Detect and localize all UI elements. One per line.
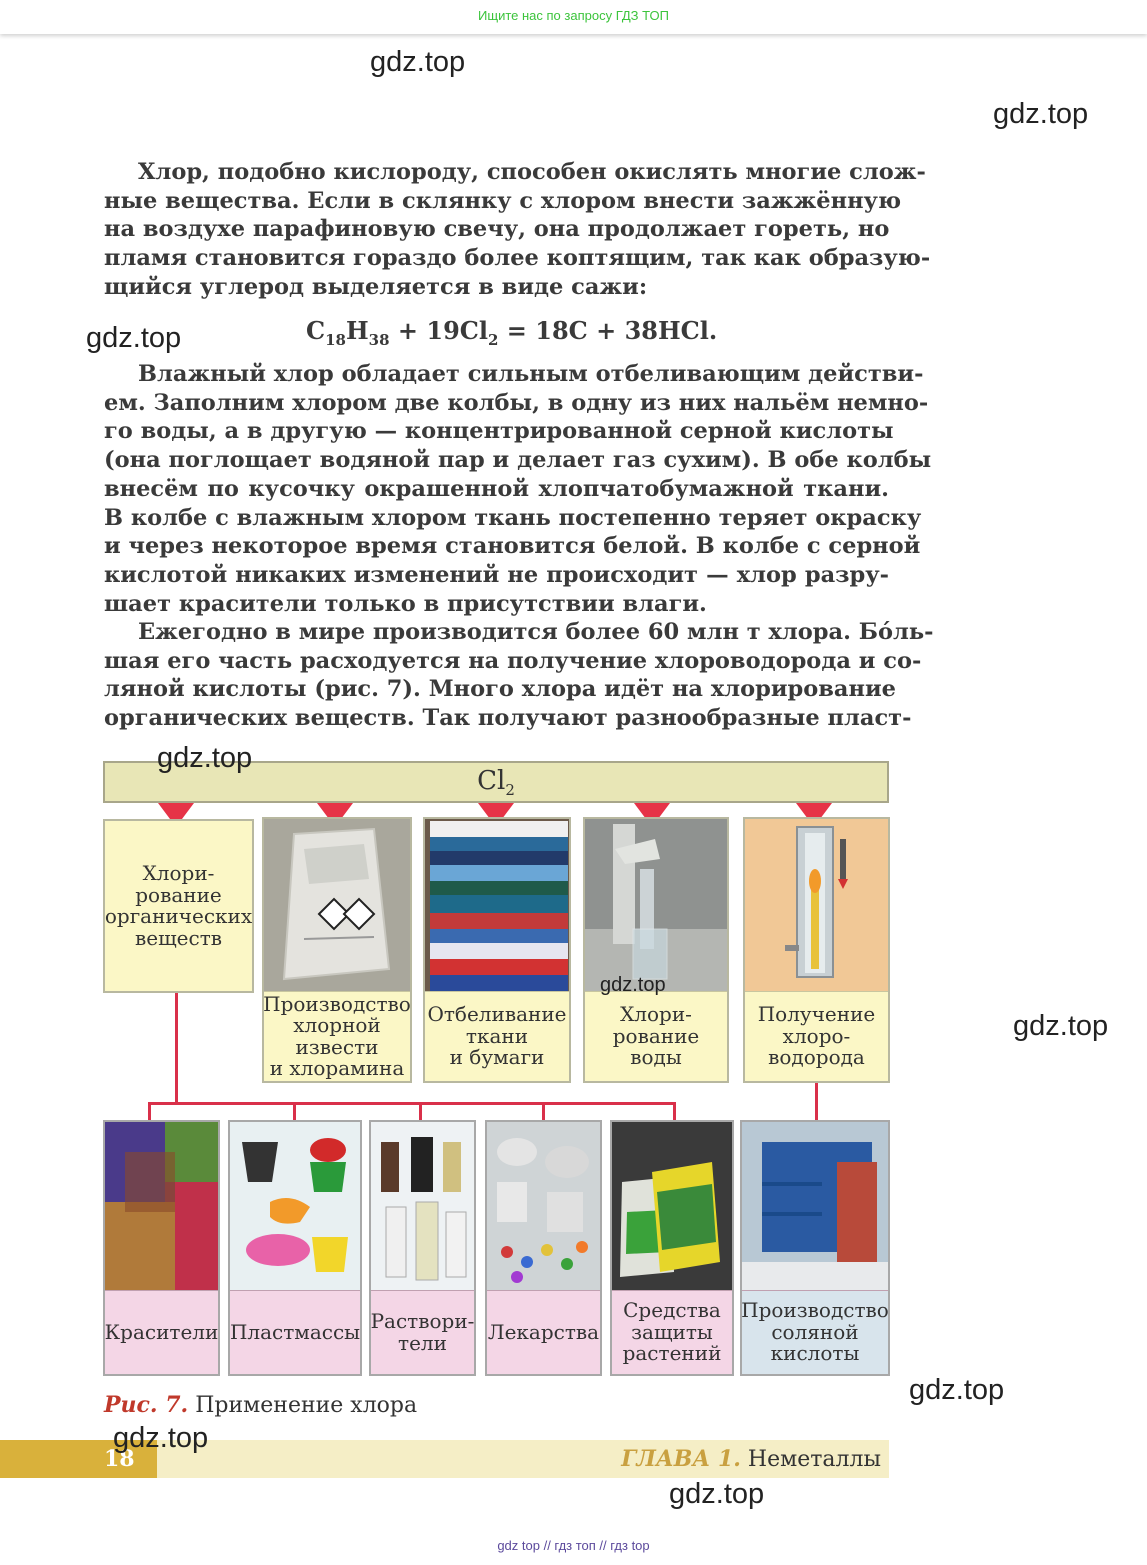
text-line: шая его часть расходуется на получение хлороводорода и со- <box>104 647 922 674</box>
use-card-label: Производство хлорной извести и хлорамина <box>263 991 411 1080</box>
text-line: кислотой никаких изменений не происходит — хлор разру- <box>104 561 889 588</box>
text-line: В колбе с влажным хлором ткань постепенно теряет окраску <box>104 504 922 531</box>
top-banner-text[interactable]: Ищите нас по запросу ГДЗ ТОП <box>478 8 669 23</box>
watermark: gdz.top <box>113 1422 209 1454</box>
top-banner <box>0 0 1147 34</box>
chemical-equation: $C_{18}H_{38} + 19Cl_2 = 18C + 38HCl$. <box>306 316 718 349</box>
water-tap-image <box>585 819 727 991</box>
use-card-bleach-production <box>262 817 412 1083</box>
text-line: Ежегодно в мире производится более 60 млн т хлора. Бóль- <box>138 619 934 645</box>
figure-caption-text: Применение хлора <box>188 1393 418 1418</box>
chlorine-formula: $Cl_2$ <box>477 766 515 800</box>
product-card-plant-protection <box>610 1120 734 1376</box>
chapter-name: Неметаллы <box>740 1447 881 1472</box>
product-card-label: Раствори- тели <box>371 1290 474 1374</box>
medicines-image <box>487 1122 600 1290</box>
text-line: ные вещества. Если в склянку с хлором внести зажжённую <box>104 187 902 214</box>
watermark: gdz.top <box>993 98 1089 130</box>
solvents-image <box>371 1122 474 1290</box>
paragraph-2 <box>104 360 932 618</box>
product-card-label: Лекарства <box>487 1290 600 1374</box>
chapter-label: ГЛАВА 1. <box>621 1446 741 1472</box>
hcl-apparatus-image <box>745 819 888 991</box>
figure-caption-label: Рис. 7. <box>104 1392 189 1418</box>
factory-image <box>742 1122 888 1290</box>
bottom-links[interactable]: gdz top // гдз топ // гдз top <box>497 1538 650 1553</box>
text-line: ляной кислоты (рис. 7). Много хлора идёт на хлорирование <box>104 676 896 703</box>
watermark: gdz.top <box>370 46 466 78</box>
connector-line <box>148 1102 151 1122</box>
bleach-bag-image <box>264 819 410 991</box>
text-line: Влажный хлор обладает сильным отбеливающим действи- <box>138 361 924 387</box>
page-number: 18 <box>104 1446 135 1472</box>
text-line: шает красители только в присутствии влаги. <box>104 590 707 617</box>
text-line: и через некоторое время становится белой. В колбе с серной <box>104 533 921 560</box>
product-card-solvents <box>369 1120 476 1376</box>
connector-line <box>815 1083 818 1121</box>
text-line: органических веществ. Так получают разнообразные пласт- <box>104 705 912 732</box>
text-line: пламя становится гораздо более коптящим, так как образую- <box>104 245 931 272</box>
watermark: gdz.top <box>157 742 253 774</box>
connector-line <box>542 1102 545 1122</box>
watermark: gdz.top <box>600 974 666 996</box>
text-line: на воздухе парафиновую свечу, она продолжает гореть, но <box>104 216 890 243</box>
connector-line <box>419 1102 422 1122</box>
watermark: gdz.top <box>1013 1010 1109 1042</box>
text-line: го воды, а в другую — концентрированной серной кислоты <box>104 418 894 445</box>
chapter-title <box>621 1446 881 1472</box>
connector-line <box>293 1102 296 1122</box>
product-card-plastics <box>228 1120 362 1376</box>
product-card-label: Пластмассы <box>230 1290 360 1374</box>
use-card-label: Хлори- рование воды <box>585 991 727 1081</box>
watermark: gdz.top <box>909 1374 1005 1406</box>
connector-line <box>175 993 178 1104</box>
paragraph-3 <box>104 618 934 733</box>
product-card-label: Красители <box>105 1290 218 1374</box>
product-card-hydrochloric-acid <box>740 1120 890 1376</box>
plant-protection-image <box>612 1122 732 1290</box>
use-card-label: Отбеливание ткани и бумаги <box>425 991 569 1081</box>
text-line: внесём по кусочку окрашенной хлопчатобумажной ткани. <box>104 475 889 502</box>
fabric-rolls-image <box>425 819 569 991</box>
use-card-hcl-production <box>743 817 890 1083</box>
text-line: Хлор, подобно кислороду, способен окислять многие слож- <box>138 159 926 185</box>
use-card-water-chlorination <box>583 817 729 1083</box>
use-card-bleaching <box>423 817 571 1083</box>
watermark: gdz.top <box>669 1478 765 1510</box>
product-card-dyes <box>103 1120 220 1376</box>
text-line: (она поглощает водяной пар и делает газ сухим). В обе колбы <box>104 447 932 474</box>
product-card-medicines <box>485 1120 602 1376</box>
product-card-label: Производство соляной кислоты <box>742 1290 888 1374</box>
watermark: gdz.top <box>86 322 182 354</box>
dyes-image <box>105 1122 218 1290</box>
use-card-organic-chlorination <box>103 819 254 993</box>
plastics-image <box>230 1122 360 1290</box>
text-line: щийся углерод выделяется в виде сажи: <box>104 273 648 300</box>
connector-line <box>148 1102 676 1105</box>
use-card-label: Хлори- рование органических веществ <box>104 861 253 950</box>
paragraph-1 <box>104 158 931 302</box>
use-card-label: Получение хлоро- водорода <box>745 991 888 1081</box>
text-line: ем. Заполним хлором две колбы, в одну из них нальём немно- <box>104 389 929 416</box>
product-card-label: Средства защиты растений <box>612 1290 732 1374</box>
connector-line <box>673 1102 676 1122</box>
figure-caption <box>104 1392 417 1418</box>
